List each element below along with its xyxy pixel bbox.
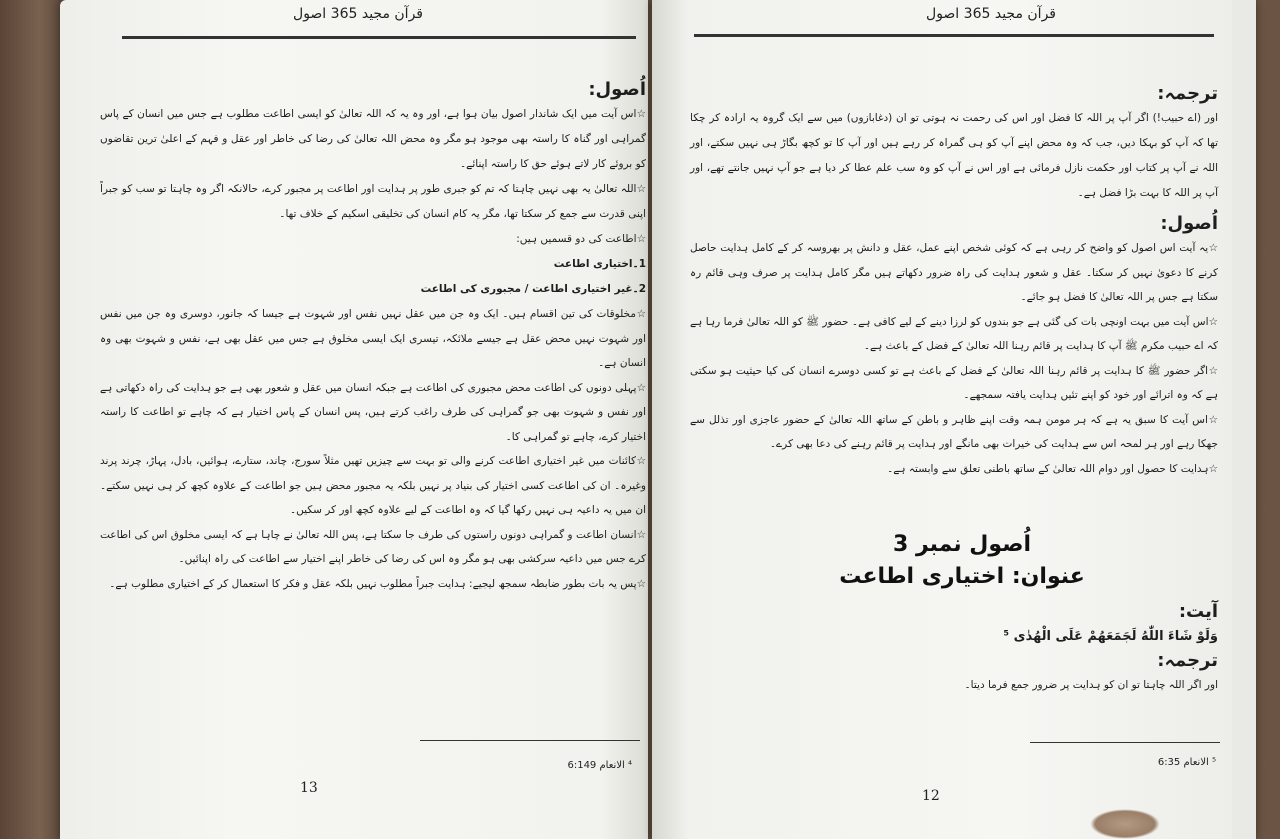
paragraph: ☆ہدایت کا حصول اور دوام اللہ تعالیٰ کے ساتھ باطنی تعلق سے وابستہ ہے۔: [887, 462, 1218, 475]
list-item-1: 1۔اختیاری اطاعت: [553, 258, 646, 270]
header-rule: [694, 34, 1214, 37]
ayat-block: [690, 600, 1218, 698]
ayat-text: وَلَوْ شَاءَ اللّٰهُ لَجَمَعَهُمْ عَلَى الْهُدٰى ⁵: [1003, 629, 1218, 644]
ayat-heading: آیت:: [1178, 601, 1218, 622]
list-item-2: 2۔غیر اختیاری اطاعت / مجبوری کی اطاعت: [420, 283, 646, 295]
footnote-rule: [420, 740, 640, 741]
page-edge: [1232, 0, 1256, 839]
left-content: [100, 78, 646, 596]
usool-heading: اُصول:: [1160, 213, 1218, 234]
tarjuma-text: اور اگر اللہ چاہتا تو ان کو ہدایت پر ضرور جمع فرما دیتا۔: [964, 679, 1218, 691]
right-content: [690, 82, 1218, 481]
paragraph: ☆اللہ تعالیٰ یہ بھی نہیں چاہتا کہ تم کو جبری طور پر ہدایت اور اطاعت پر مجبور کرے، حالانکہ اگر وہ چاہتا تو سب کو جبراً اپنی قدرت سے جمع کر سکتا تھا، مگر یہ کام انسان کی تخلیقی اسکیم کے خلاف تھا۔: [100, 183, 646, 220]
page-number: 12: [922, 788, 940, 804]
paragraph: ☆کائنات میں غیر اختیاری اطاعت کرنے والی تو بہت سے چیزیں تھیں مثلاً سورج، چاند، ستارے، ہوائیں، بادل، پہاڑ، چرند پرند وغیرہ۔ ان کی اطاعت کسی اختیار کی بنیاد پر نہیں بلکہ یہ مجبور محض ہیں جو اطاعت کے علاوہ کچھ کر ہی نہیں سکتے۔ ان میں یہ داعیہ ہی نہیں رکھا گیا کہ وہ اطاعت کے لیے علاوہ کچھ اور کر سکیں۔: [100, 455, 646, 516]
thumb-shadow: [1090, 809, 1160, 839]
right-page: [652, 0, 1256, 839]
tarjuma-heading: ترجمہ:: [1157, 650, 1218, 671]
footnote: ⁴ الانعام 6:149: [567, 760, 632, 771]
left-page: [60, 0, 648, 839]
paragraph: ☆اگر حضور ﷺ کا ہدایت پر قائم رہنا اللہ تعالیٰ کے فضل کے باعث ہے تو کسی دوسرے انسان کی کیا حیثیت ہو سکتی ہے کہ وہ اترائے اور خود کو اپنے تئیں ہدایت یافتہ سمجھے۔: [690, 364, 1218, 401]
page-header: قرآن مجید 365 اصول: [926, 6, 1056, 22]
paragraph: ☆اس آیت کا سبق یہ ہے کہ ہر مومن ہمہ وقت اپنے ظاہر و باطن کے ساتھ اللہ تعالیٰ کے حضور عاجزی اور تذلل سے جھکا رہے اور ہر لمحہ اس سے ہدایت کی خیرات بھی مانگے اور ہدایت پر قائم رہنے کی دعا بھی کرے۔: [690, 413, 1218, 450]
header-rule: [122, 36, 636, 39]
page-header: قرآن مجید 365 اصول: [293, 6, 423, 22]
paragraph: ☆مخلوقات کی تین اقسام ہیں۔ ایک وہ جن میں عقل نہیں نفس اور شہوت ہے جیسا کہ جانور، دوسری وہ جن میں نفس اور شہوت نہیں محض عقل ہے جیسے ملائکہ، تیسری ایک ایسی مخلوق ہے جس میں عقل بھی ہے، نفس و شہوت بھی وہ انسان ہے۔: [100, 308, 646, 369]
usool-heading: اُصول:: [588, 79, 646, 100]
paragraph: ☆اس آیت میں ایک شاندار اصول بیان ہوا ہے، اور وہ یہ کہ اللہ تعالیٰ کو ایسی اطاعت مطلوب ہے جس میں انسان کے پاس گمراہی اور گناہ کا راستہ بھی موجود ہو مگر وہ محض اللہ تعالیٰ کی رضا کی خاطر اور عقل و فہم کے اعلیٰ ترین تقاضوں کو بروئے کار لاتے ہوئے حق کا راستہ اپنائے۔: [100, 108, 646, 170]
tarjuma-heading: ترجمہ:: [1157, 83, 1218, 104]
paragraph: ☆پس یہ بات بطور ضابطہ سمجھ لیجیے: ہدایت جبراً مطلوب نہیں بلکہ عقل و فکر کا استعمال کر کے اختیاری مطلوب ہے۔: [109, 577, 646, 590]
paragraph: ☆یہ آیت اس اصول کو واضح کر رہی ہے کہ کوئی شخص اپنے عمل، عقل و دانش پر بھروسہ کر کے کامل ہدایت حاصل کرنے کا دعویٰ نہیں کر سکتا۔ عقل و شعور ہدایت کی راہ ضرور دکھاتے ہیں مگر کامل ہدایت پر صرف وہی قائم رہ سکتا ہے جس پر اللہ تعالیٰ کا فضل ہو جائے۔: [690, 242, 1218, 303]
tarjuma-text: اور (اے حبیب!) اگر آپ پر اللہ کا فضل اور اس کی رحمت نہ ہوتی تو ان (دغابازوں) میں سے ایک گروہ یہ ارادہ کر چکا تھا کہ آپ کو بہکا دیں، جب کہ وہ محض اپنے آپ کو ہی گمراہ کر رہے ہیں اور آپ کا تو کچھ بگاڑ ہی نہیں سکتے، اور اللہ نے آپ پر کتاب اور حکمت نازل فرمائی ہے اور اس نے آپ کو وہ سب علم عطا کر دیا ہے جو آپ نہیں جانتے تھے، اور آپ پر اللہ کا بہت بڑا فضل ہے۔: [690, 112, 1218, 199]
footnote: ⁵ الانعام 6:35: [1157, 757, 1216, 768]
paragraph: ☆اطاعت کی دو قسمیں ہیں:: [516, 233, 646, 245]
page-number: 13: [300, 780, 318, 796]
section-subtitle: عنوان: اختیاری اطاعت: [839, 564, 1085, 589]
footnote-rule: [1030, 742, 1220, 743]
paragraph: ☆انسان اطاعت و گمراہی دونوں راستوں کی طرف جا سکتا ہے، پس اللہ تعالیٰ نے چاہا ہے کہ ایسی مخلوق اس کی اطاعت کرے جس میں داعیہ سرکشی بھی ہو مگر وہ اس کی رضا کی خاطر اپنے اختیار سے اطاعت کی راہ اپنائیں۔: [100, 528, 646, 565]
paragraph: ☆پہلی دونوں کی اطاعت محض مجبوری کی اطاعت ہے جبکہ انسان میں عقل و شعور بھی ہے جو ہدایت کی راہ دکھاتی ہے اور نفس و شہوت بھی جو گمراہی کی طرف راغب کرتے ہیں، پس انسان کے پاس اختیار ہے کہ چاہے تو اطاعت کا راستہ اختیار کرے، چاہے تو گمراہی کا۔: [100, 381, 646, 443]
section-title: اُصول نمبر 3: [893, 532, 1031, 557]
paragraph: ☆اس آیت میں بہت اونچی بات کی گئی ہے جو بندوں کو لرزا دینے کے لیے کافی ہے۔ حضور ﷺ کو اللہ تعالیٰ فرما رہا ہے کہ اے حبیب مکرم ﷺ آپ کا ہدایت پر قائم رہنا اللہ تعالیٰ کے فضل کے باعث ہے۔: [690, 315, 1218, 352]
